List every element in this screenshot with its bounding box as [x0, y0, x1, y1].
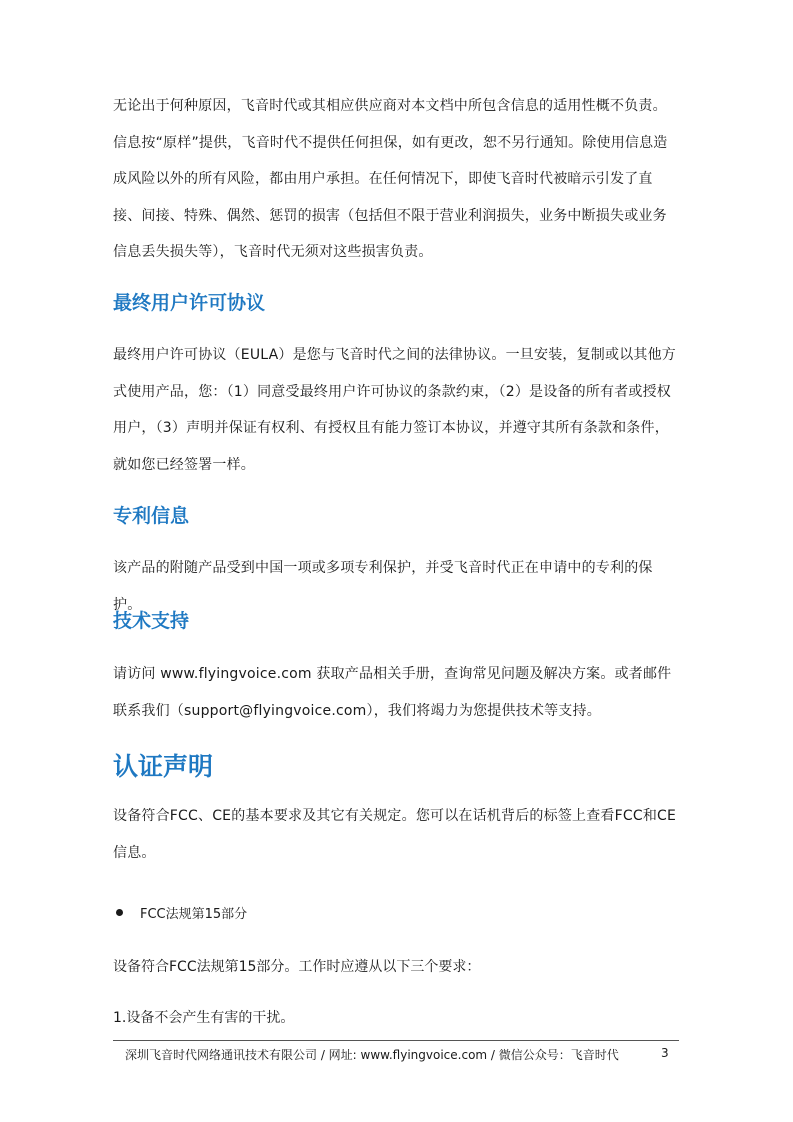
patent-paragraph: 该产品的附随产品受到中国一项或多项专利保护，并受飞音时代正在申请中的专利的保护。 [113, 560, 653, 613]
support-paragraph: 请访问 www.flyingvoice.com 获取产品相关手册，查询常见问题及解决方案。或者邮件联系我们（support@flyingvoice.com），我们将竭力为您提供技术等支持。 [113, 666, 672, 719]
footer-divider [113, 1040, 679, 1041]
eula-heading: 最终用户许可协议 [113, 292, 266, 314]
fcc-paragraph: 设备符合FCC法规第15部分。工作时应遵从以下三个要求： [113, 959, 481, 975]
cert-paragraph: 设备符合FCC、CE的基本要求及其它有关规定。您可以在话机背后的标签上查看FCC和CE信息。 [113, 808, 677, 861]
footer-company-info: 深圳飞音时代网络通讯技术有限公司 / 网址: www.flyingvoice.com / 微信公众号：飞音时代 [125, 1048, 619, 1062]
cert-heading: 认证声明 [113, 752, 214, 781]
support-heading: 技术支持 [113, 610, 190, 632]
bullet-icon [116, 909, 123, 916]
fcc-bullet-item [113, 902, 247, 922]
fcc-requirement-1: 1.设备不会产生有害的干扰。 [113, 1010, 295, 1026]
intro-paragraph: 无论出于何种原因，飞音时代或其相应供应商对本文档中所包含信息的适用性概不负责。信息按“原样”提供，飞音时代不提供任何担保，如有更改，恕不另行通知。除使用信息造成风险以外的所有风险，都由用户承担。在任何情况下，即使飞音时代被暗示引发了直接、间接、特殊、偶然、惩罚的损害（包括但不限于营业利润损失，业务中断损失或业务信息丢失损失等），飞音时代无须对这些损害负责。 [113, 98, 668, 260]
page-number: 3 [661, 1046, 669, 1060]
patent-heading: 专利信息 [113, 505, 190, 527]
eula-paragraph: 最终用户许可协议（EULA）是您与飞音时代之间的法律协议。一旦安装，复制或以其他方式使用产品，您：（1）同意受最终用户许可协议的条款约束，（2）是设备的所有者或授权用户，（3）声明并保证有权利、有授权且有能力签订本协议，并遵守其所有条款和条件，就如您已经签署一样。 [113, 347, 676, 473]
fcc-bullet-label: FCC法规第15部分 [140, 906, 248, 922]
